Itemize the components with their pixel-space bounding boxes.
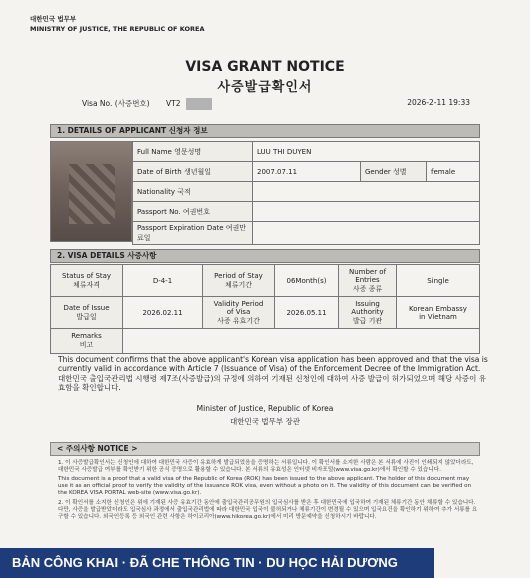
issuing-authority-label: Issuing Authority 발급 기관 (339, 297, 397, 329)
redacted-face (69, 164, 115, 224)
signature-english: Minister of Justice, Republic of Korea (196, 404, 334, 413)
notice-body (58, 460, 478, 521)
gender-label: Gender 성별 (361, 162, 427, 182)
ministry-korean: 대한민국 법무부 (30, 15, 77, 23)
notice-item-2-korean: 2. 이 확인서를 소지한 신청인은 위에 기재된 사증 유효기간 동안에 출입국관리공무원의 입국심사를 받은 후 대한민국에 입국하여 기재된 체류기간 동안 체류할 수 있습니다. 다만, 사증을 발급받았더라도 입국심사 과정에서 출입국관리법에 따라 대한민국 입국이 불허되거나 체류기간이 변경될 수 있으며 입국요건을 확인하기 위하여 추가 서류를 요구할 수 있습니다. 외국인등록 등 외국인 관련 사항은 하이코리아(www.hikorea.go.kr)에서 미리 방문예약을 신청하시기 바랍니다. (58, 500, 478, 520)
passport-number-label: Passport No. 여권번호 (133, 202, 253, 222)
visa-details-table (50, 264, 480, 354)
status-of-stay-value: D-4-1 (123, 265, 203, 297)
number-of-entries-value: Single (397, 265, 480, 297)
title-korean: 사증발급확인서 (217, 80, 313, 95)
period-of-stay-label: Period of Stay 체류기간 (203, 265, 275, 297)
ministry-english: MINISTRY OF JUSTICE, THE REPUBLIC OF KOREA (30, 25, 205, 33)
passport-expiration-value (253, 222, 480, 245)
date-of-issue-value: 2026.02.11 (123, 297, 203, 329)
status-of-stay-label: Status of Stay 체류자격 (51, 265, 123, 297)
confirmation-korean: 대한민국 출입국관리법 시행령 제7조(사증발급)의 규정에 의하여 기재된 신청인에 대하여 사증 발급이 허가되었으며 해당 사증이 유효함을 확인합니다. (58, 374, 486, 392)
dob-value: 2007.07.11 (253, 162, 361, 182)
applicant-table (132, 141, 480, 245)
validity-period-label: Validity Period of Visa 사증 유효기간 (203, 297, 275, 329)
validity-period-value: 2026.05.11 (275, 297, 339, 329)
visa-number-prefix: VT2 (166, 99, 181, 108)
notice-item-1-korean: 1. 이 사증발급확인서는 신청인에 대하여 대한민국 사증이 유효하게 발급되었음을 증명하는 서류입니다. 이 확인서를 소지한 사람은 본 서류에 사진이 인쇄되지 않았더라도, 대한민국 사증발급 여부를 확인받기 위한 공식 증명으로 활용할 수 있습니다. 본 서류의 유효성은 인터넷 비자포털(www.visa.go.kr)에서 확인할 수 있습니다. (58, 460, 474, 473)
passport-number-value (253, 202, 480, 222)
period-of-stay-value: 06Month(s) (275, 265, 339, 297)
gender-value: female (427, 162, 480, 182)
confirmation-english: This document confirms that the above applicant's Korean visa application has been approved and that the visa is currently valid in accordance with Article 7 (Issuance of Visa) of the Enforcement Decree of the Immigration Act. (58, 355, 488, 373)
nationality-value (253, 182, 480, 202)
dob-label: Date of Birth 생년월일 (133, 162, 253, 182)
visa-number-line (82, 98, 212, 110)
applicant-photo (50, 141, 132, 242)
date-of-issue-label: Date of Issue 발급일 (51, 297, 123, 329)
remarks-label: Remarks 비고 (51, 329, 123, 354)
confirmation-text (58, 355, 488, 392)
remarks-value (123, 329, 480, 354)
full-name-label: Full Name 영문성명 (133, 142, 253, 162)
section-applicant-header: 1. DETAILS OF APPLICANT 신청자 정보 (50, 124, 480, 138)
signature-korean: 대한민국 법무부 장관 (230, 417, 300, 426)
issuing-authority-value: Korean Embassy in Vietnam (397, 297, 480, 329)
passport-expiration-label: Passport Expiration Date 여권만료일 (133, 222, 253, 245)
section-visa-header: 2. VISA DETAILS 사증사항 (50, 249, 480, 263)
visa-number-label: Visa No. (사증번호) (82, 99, 150, 108)
issue-datetime: 2026-2-11 19:33 (407, 98, 470, 107)
redacted-visa-number (186, 98, 212, 110)
full-name-value: LUU THI DUYEN (253, 142, 480, 162)
notice-item-1-english: This document is a proof that a valid visa of the Republic of Korea (ROK) has been issued to the above applicant. The holder of this document may use it as an official proof to verify the validity of the issuance ROK visa, even without a photo on it. The validity of this document can be verified on the KOREA VISA PORTAL web-site (www.visa.go.kr). (58, 476, 472, 496)
notice-header: < 주의사항 NOTICE > (50, 442, 480, 456)
title-english: VISA GRANT NOTICE (185, 59, 345, 75)
ministry-header (30, 14, 204, 34)
nationality-label: Nationality 국적 (133, 182, 253, 202)
number-of-entries-label: Number of Entries 사증 종류 (339, 265, 397, 297)
watermark-banner: BẢN CÔNG KHAI · ĐÃ CHE THÔNG TIN · DU HỌC HẢI DƯƠNG (0, 548, 434, 578)
